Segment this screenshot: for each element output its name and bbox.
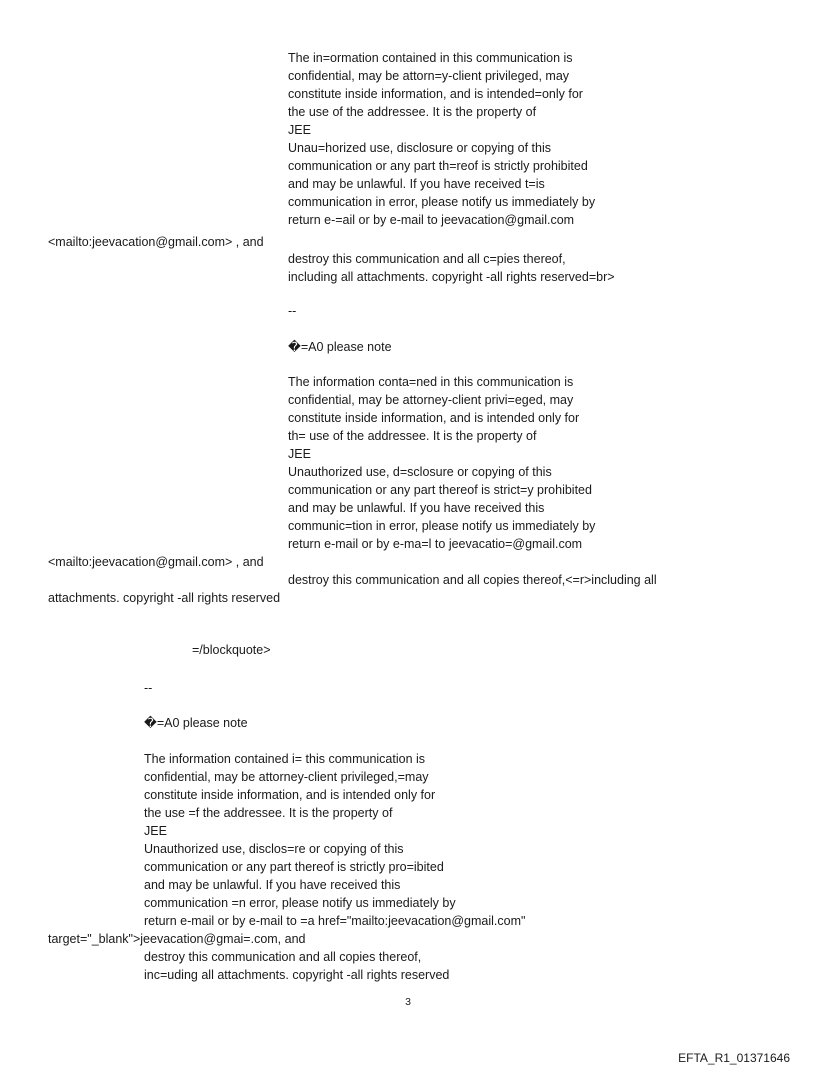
separator: -- (144, 681, 153, 695)
separator: -- (288, 304, 297, 318)
text-line: the use of the addressee. It is the property of (288, 105, 537, 119)
text-line: confidential, may be attorney-client privi=eged, may (288, 393, 574, 407)
mailto-line: <mailto:jeevacation@gmail.com> , and (48, 555, 264, 569)
text-line: and may be unlawful. If you have received this (144, 878, 401, 892)
text-line: constitute inside information, and is intended only for (288, 411, 580, 425)
text-line: constitute inside information, and is intended=only for (288, 87, 583, 101)
text-line: Unau=horized use, disclosure or copying of this (288, 141, 551, 155)
page-number: 3 (405, 996, 411, 1008)
text-line: and may be unlawful. If you have received this (288, 501, 545, 515)
text-line: return e-mail or by e-mail to =a href="mailto:jeevacation@gmail.com" (144, 914, 526, 928)
text-line: destroy this communication and all copies thereof,<=r>including all (288, 573, 657, 587)
text-line: confidential, may be attorn=y-client privileged, may (288, 69, 570, 83)
text-line: target="_blank">jeevacation@gmai=.com, and (48, 932, 306, 946)
text-line: return e-=ail or by e-mail to jeevacation@gmail.com (288, 213, 575, 227)
text-line: JEE (288, 447, 311, 461)
mailto-line: <mailto:jeevacation@gmail.com> , and (48, 235, 264, 249)
text-line: The information conta=ned in this communication is (288, 375, 574, 389)
text-line: destroy this communication and all c=pies thereof, (288, 252, 566, 266)
document-id-footer: EFTA_R1_01371646 (678, 1051, 790, 1065)
blockquote-close: =/blockquote> (192, 643, 271, 657)
text-line: communication or any part th=reof is strictly prohibited (288, 159, 588, 173)
text-line: constitute inside information, and is intended only for (144, 788, 436, 802)
text-line: th= use of the addressee. It is the property of (288, 429, 537, 443)
text-line: including all attachments. copyright -all rights reserved=br> (288, 270, 615, 284)
text-line: confidential, may be attorney-client privileged,=may (144, 770, 429, 784)
text-line: Unauthorized use, disclos=re or copying of this (144, 842, 404, 856)
text-line: communic=tion in error, please notify us immediately by (288, 519, 596, 533)
text-line: Unauthorized use, d=sclosure or copying of this (288, 465, 552, 479)
note-line: �=A0 please note (144, 716, 248, 730)
text-line: JEE (144, 824, 167, 838)
text-line: attachments. copyright -all rights reserved (48, 591, 281, 605)
text-line: destroy this communication and all copies thereof, (144, 950, 422, 964)
text-line: JEE (288, 123, 311, 137)
text-line: return e-mail or by e-ma=l to jeevacatio=@gmail.com (288, 537, 583, 551)
note-line: �=A0 please note (288, 340, 392, 354)
text-line: and may be unlawful. If you have received t=is (288, 177, 545, 191)
text-line: communication or any part thereof is strictly pro=ibited (144, 860, 444, 874)
text-line: communication in error, please notify us immediately by (288, 195, 596, 209)
text-line: inc=uding all attachments. copyright -all rights reserved (144, 968, 450, 982)
text-line: communication or any part thereof is strict=y prohibited (288, 483, 592, 497)
text-line: the use =f the addressee. It is the property of (144, 806, 393, 820)
text-line: communication =n error, please notify us immediately by (144, 896, 456, 910)
text-line: The information contained i= this communication is (144, 752, 426, 766)
text-line: The in=ormation contained in this communication is (288, 51, 573, 65)
